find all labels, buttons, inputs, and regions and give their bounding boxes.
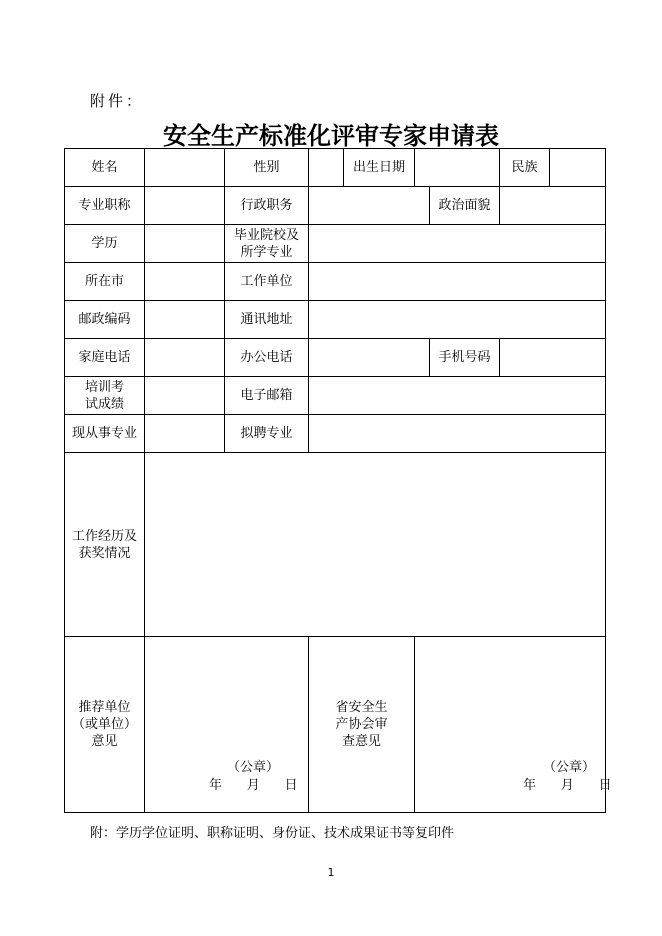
association-label-line3: 查意见 [341, 734, 381, 749]
training-score-label-line1: 培训考 [84, 379, 124, 395]
admin-position-label: 行政职务 [225, 187, 309, 225]
table-row-specialty [65, 415, 606, 453]
association-label-line1: 省安全生 [335, 700, 388, 715]
recommender-opinion-field[interactable] [145, 637, 309, 813]
recommender-seal-text: （公章） [227, 760, 280, 775]
postal-code-label: 邮政编码 [65, 301, 145, 339]
admin-position-field[interactable] [309, 187, 430, 225]
mobile-label: 手机号码 [430, 339, 500, 377]
birth-date-label: 出生日期 [344, 149, 415, 187]
education-field[interactable] [145, 225, 225, 263]
current-specialty-label: 现从事专业 [65, 415, 145, 453]
association-label [309, 637, 415, 813]
city-field[interactable] [145, 263, 225, 301]
experience-label [65, 453, 145, 637]
employer-field[interactable] [309, 263, 606, 301]
experience-field[interactable] [145, 453, 606, 637]
page-number: 1 [327, 866, 335, 879]
political-status-field[interactable] [500, 187, 606, 225]
graduate-school-label-line1: 毕业院校及 [233, 227, 299, 243]
employer-label: 工作单位 [225, 263, 309, 301]
office-phone-field[interactable] [309, 339, 430, 377]
mail-address-label: 通讯地址 [225, 301, 309, 339]
recommender-label-line1: 推荐单位 [78, 700, 131, 715]
title-rank-label: 专业职称 [65, 187, 145, 225]
name-label: 姓名 [65, 149, 145, 187]
recommender-label [65, 637, 145, 813]
association-opinion-field[interactable] [415, 637, 612, 813]
ethnicity-label: 民族 [500, 149, 550, 187]
name-field[interactable] [145, 149, 225, 187]
table-row-phone [65, 339, 606, 377]
home-phone-field[interactable] [145, 339, 225, 377]
postal-code-field[interactable] [145, 301, 225, 339]
association-date-line: 年 月 日 [523, 778, 612, 793]
table-row-postal [65, 301, 606, 339]
form-title: 安全生产标准化评审专家申请表 [163, 121, 499, 150]
ethnicity-field[interactable] [550, 149, 606, 187]
graduate-school-label-line2: 所学专业 [240, 244, 293, 260]
education-label: 学历 [65, 225, 145, 263]
mail-address-field[interactable] [309, 301, 606, 339]
table-row-opinions [65, 637, 606, 813]
table-row-education [65, 225, 606, 263]
political-status-label: 政治面貌 [430, 187, 500, 225]
application-form-table [64, 148, 612, 813]
office-phone-label: 办公电话 [225, 339, 309, 377]
experience-label-line1: 工作经历及 [71, 528, 137, 544]
recommender-date-line: 年 月 日 [209, 778, 298, 793]
table-row-title [65, 187, 606, 225]
experience-label-line2: 获奖情况 [78, 545, 131, 561]
association-seal-text: （公章） [543, 760, 596, 775]
graduate-school-field[interactable] [309, 225, 606, 263]
proposed-specialty-field[interactable] [309, 415, 606, 453]
table-row-training [65, 377, 606, 415]
city-label: 所在市 [65, 263, 145, 301]
attachment-note: 附：学历学位证明、职称证明、身份证、技术成果证书等复印件 [90, 826, 455, 841]
training-score-field[interactable] [145, 377, 225, 415]
table-row-experience [65, 453, 606, 637]
training-score-label-line2: 试成绩 [84, 396, 124, 412]
home-phone-label: 家庭电话 [65, 339, 145, 377]
table-row-basic-info [65, 149, 606, 187]
gender-label: 性别 [225, 149, 309, 187]
email-label: 电子邮箱 [225, 377, 309, 415]
attachment-label: 附件： [90, 92, 145, 110]
current-specialty-field[interactable] [145, 415, 225, 453]
email-field[interactable] [309, 377, 606, 415]
recommender-label-line2: （或单位） [71, 717, 137, 732]
graduate-school-label [225, 225, 309, 263]
recommender-label-line3: 意见 [91, 734, 118, 749]
training-score-label [65, 377, 145, 415]
title-rank-field[interactable] [145, 187, 225, 225]
mobile-field[interactable] [500, 339, 606, 377]
gender-field[interactable] [309, 149, 344, 187]
association-label-line2: 产协会审 [335, 717, 388, 732]
birth-date-field[interactable] [415, 149, 500, 187]
table-row-city [65, 263, 606, 301]
proposed-specialty-label: 拟聘专业 [225, 415, 309, 453]
